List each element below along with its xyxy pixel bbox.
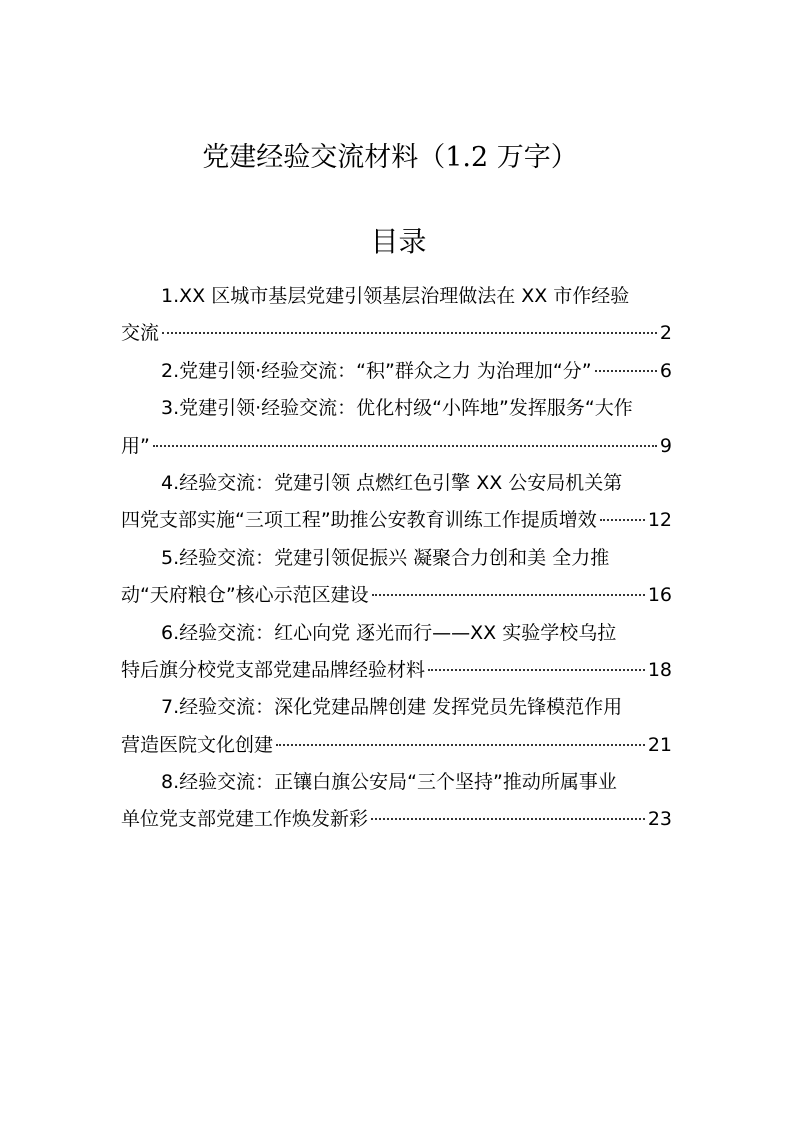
dot-leader [372,594,645,596]
toc-page-number: 2 [659,322,672,345]
toc-page-number: 16 [647,584,672,607]
toc-entry-title-line2: 动“天府粮仓”核心示范区建设 [121,584,369,607]
toc-entry-title-line2: 单位党支部党建工作焕发新彩 [121,808,369,831]
dot-leader [600,519,645,521]
toc-entry-title-line1: 5.经验交流：党建引领促振兴 凝聚合力创和美 全力推 [161,546,610,569]
toc-entry-title-line1: 6.经验交流：红心向党 逐光而行——XX 实验学校乌拉 [161,621,617,644]
toc-entry[interactable] [121,390,672,465]
toc-page-number: 12 [647,509,672,532]
toc-entry[interactable] [121,353,672,390]
toc-entry-title-line2: 用” [121,434,150,457]
toc-entry-title-line2: 特后旗分校党支部党建品牌经验材料 [121,658,426,681]
toc-entry[interactable] [121,540,672,615]
toc-entry-title-line2: 四党支部实施“三项工程”助推公安教育训练工作提质增效 [121,509,597,532]
toc-page-number: 6 [659,359,672,382]
toc-entry[interactable] [121,615,672,690]
toc-entry-title-line1: 1.XX 区城市基层党建引领基层治理做法在 XX 市作经验 [161,285,630,307]
toc-entry-title-line2: 营造医院文化创建 [121,733,274,756]
toc-entry-title-line1: 7.经验交流：深化党建品牌创建 发挥党员先锋模范作用 [161,696,623,719]
dot-leader [153,445,657,447]
toc-page-number: 9 [659,434,672,457]
toc-entry-title-line1: 4.经验交流：党建引领 点燃红色引擎 XX 公安局机关第 [161,471,623,494]
toc-page-number: 21 [647,733,672,756]
toc-entry-title-line1: 8.经验交流：正镶白旗公安局“三个坚持”推动所属事业 [161,771,617,794]
dot-leader [595,370,657,372]
dot-leader [371,818,645,820]
dot-leader [428,669,645,671]
toc-entry[interactable] [121,764,672,839]
toc-entry[interactable] [121,278,672,353]
toc-page-number: 23 [647,808,672,831]
dot-leader [276,744,645,746]
dot-leader [162,332,657,334]
toc-page-number: 18 [647,658,672,681]
table-of-contents [121,278,672,839]
toc-entry[interactable] [121,689,672,764]
toc-entry-title: 2.党建引领·经验交流：“积”群众之力 为治理加“分” [161,359,592,382]
toc-heading: 目录 [370,225,427,258]
toc-entry[interactable] [121,465,672,540]
document-title: 党建经验交流材料（1.2 万字） [202,142,578,173]
toc-entry-title-line2: 交流 [121,322,160,345]
toc-entry-title-line1: 3.党建引领·经验交流：优化村级“小阵地”发挥服务“大作 [161,397,633,420]
